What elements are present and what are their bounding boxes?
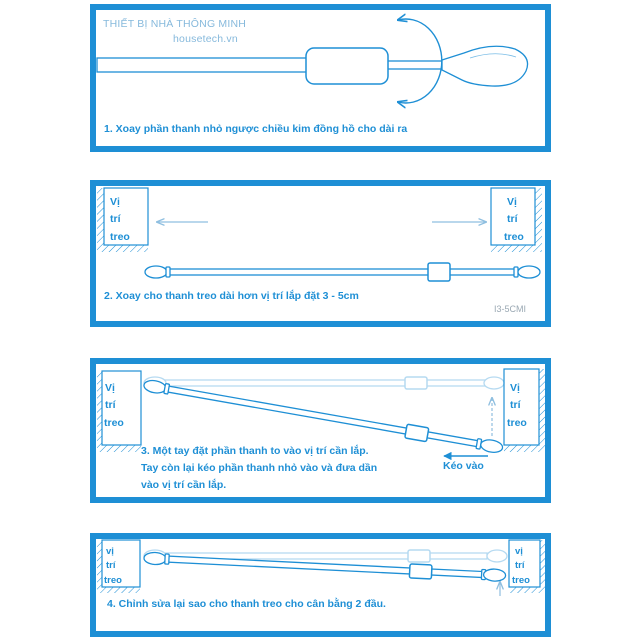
rod-ring xyxy=(164,384,170,395)
rod-sleeve xyxy=(408,550,430,562)
rod-sleeve xyxy=(409,564,432,579)
brand-website: housetech.vn xyxy=(173,33,238,45)
rod-ring xyxy=(166,267,170,277)
wall-label-line: treo xyxy=(504,231,524,243)
wall-right xyxy=(504,369,545,452)
wall-label-line: Vị xyxy=(105,382,115,394)
rod-thin-tube xyxy=(386,61,444,69)
wall-label-line: treo xyxy=(110,231,130,243)
gap-measurement-label: I3-5CMI xyxy=(494,304,527,314)
wall-right xyxy=(509,540,545,593)
wall-label-line: vị xyxy=(515,546,523,557)
wall-label-line: treo xyxy=(512,575,530,586)
rod-end-cap xyxy=(483,569,506,582)
wall-label-line: trí xyxy=(105,399,116,411)
panel-frame xyxy=(93,183,548,324)
wall-left xyxy=(97,540,140,593)
rod-ring xyxy=(165,554,169,564)
wall-label-line: treo xyxy=(104,575,122,586)
wall-label-line: trí xyxy=(106,560,116,571)
rod-end-cap xyxy=(484,377,504,389)
rod-tube xyxy=(165,380,485,386)
wall-label-line: trí xyxy=(510,399,521,411)
rod-end-cap xyxy=(487,550,507,562)
step-3-instruction-line: Tay còn lại kéo phần thanh nhỏ vào và đưa dần xyxy=(141,462,378,474)
wall-left xyxy=(97,188,148,252)
wall-label-line: Vị xyxy=(110,196,120,208)
rod-sleeve xyxy=(405,377,427,389)
wall-label-line: vị xyxy=(106,546,114,557)
step-3-instruction-line: 3. Một tay đặt phần thanh to vào vị trí cần lắp. xyxy=(141,445,369,457)
rod-sleeve xyxy=(405,424,429,442)
rod-tube xyxy=(166,269,518,275)
step-1-instruction: 1. Xoay phần thanh nhỏ ngược chiều kim đồng hồ cho dài ra xyxy=(104,123,408,135)
wall-label-line: Vị xyxy=(507,196,517,208)
step-3-instruction-line: vào vị trí cần lắp. xyxy=(141,479,227,491)
rod-end-cap xyxy=(518,266,540,278)
step-1-panel xyxy=(93,7,548,149)
rod-sleeve xyxy=(306,48,388,84)
wall-label-line: trí xyxy=(507,213,518,225)
brand-name: THIẾT BỊ NHÀ THÔNG MINH xyxy=(103,18,247,30)
step-3-panel xyxy=(93,361,548,500)
wall-label-line: Vị xyxy=(510,382,520,394)
rod-end-cap xyxy=(144,552,167,565)
rod-thick-tube xyxy=(97,58,309,72)
wall-label-line: trí xyxy=(110,213,121,225)
step-4-panel xyxy=(93,536,548,634)
step-4-instruction: 4. Chỉnh sửa lại sao cho thanh treo cho cân bằng 2 đầu. xyxy=(107,598,386,610)
step-2-panel xyxy=(93,183,548,324)
wall-label-line: treo xyxy=(104,417,124,429)
wall-left xyxy=(97,371,141,452)
wall-label-line: trí xyxy=(515,560,525,571)
wall-right xyxy=(491,188,542,252)
rod-end-cap xyxy=(145,266,167,278)
rod-sleeve xyxy=(428,263,450,281)
step-2-instruction: 2. Xoay cho thanh treo dài hơn vị trí lắp đặt 3 - 5cm xyxy=(104,290,359,302)
wall-label-line: treo xyxy=(507,417,527,429)
pull-in-label: Kéo vào xyxy=(443,460,484,472)
